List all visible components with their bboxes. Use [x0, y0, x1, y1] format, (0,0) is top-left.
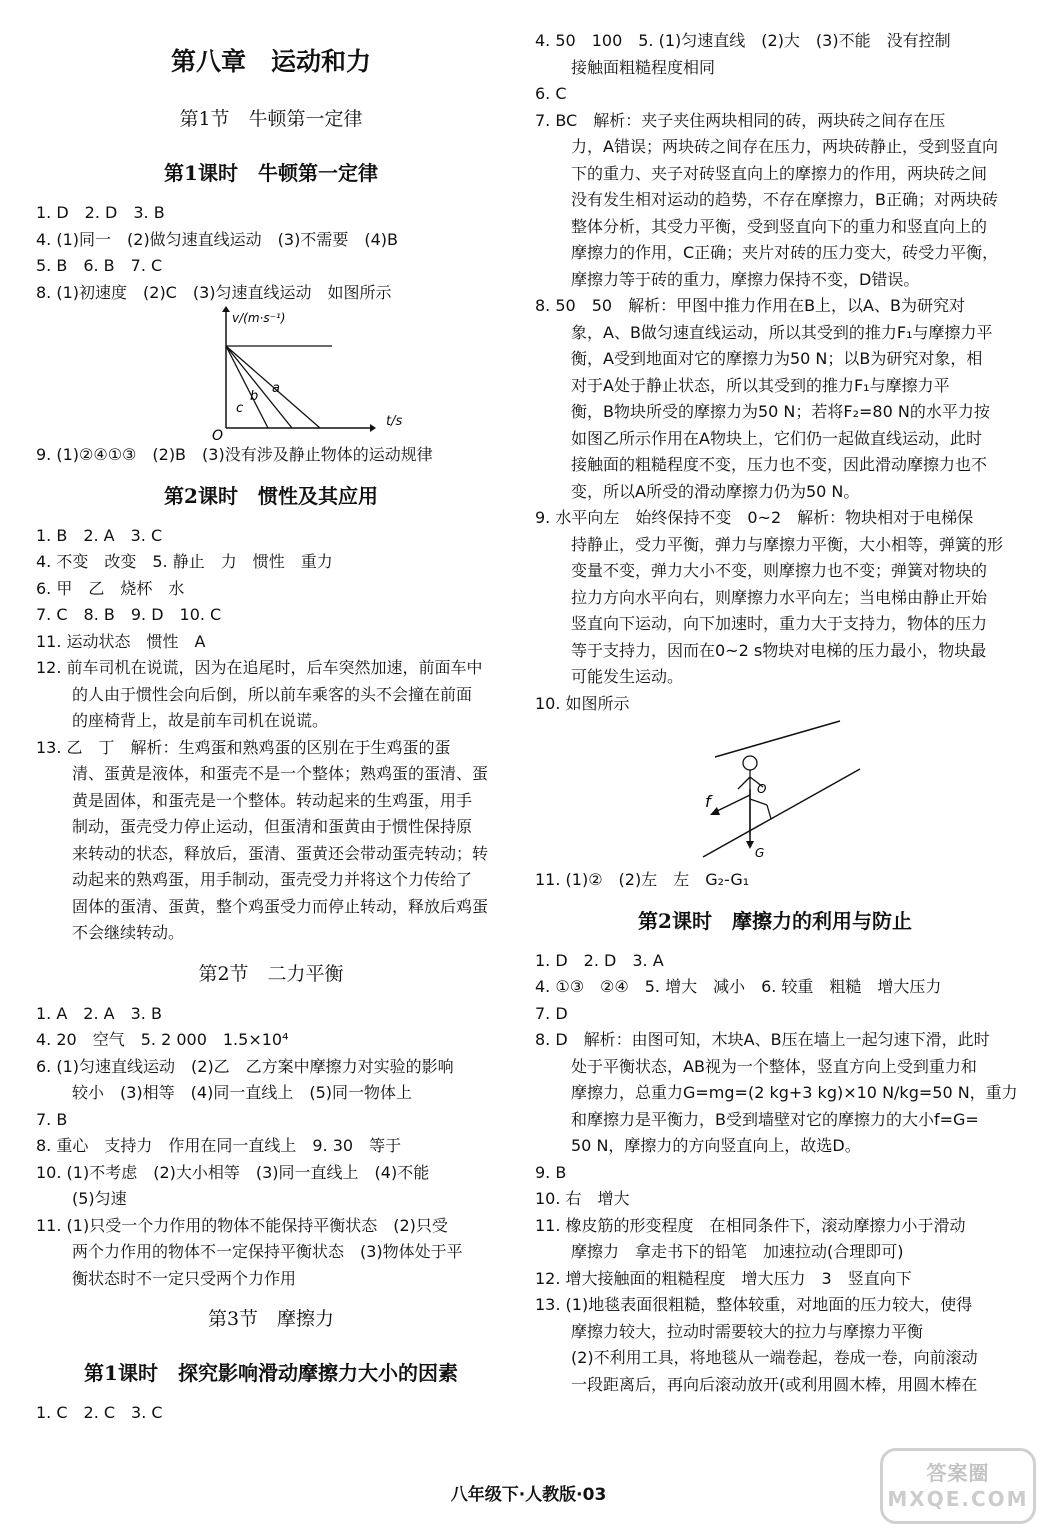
- answer-line: 13. (1)地毯表面很粗糙，整体较重，对地面的压力较大，使得: [535, 1295, 973, 1314]
- answer-line: 一段距离后，再向后滚动放开(或利用圆木棒，用圆木棒在: [571, 1374, 978, 1394]
- answer-line: 对于A处于静止状态，所以其受到的推力F₁与摩擦力平: [571, 375, 950, 395]
- answers-lesson-2: [36, 523, 506, 947]
- answer-line: 来转动的状态，释放后，蛋清、蛋黄还会带动蛋壳转动；转: [72, 843, 489, 863]
- person-leg-r: [750, 799, 767, 805]
- gravity-label: G: [755, 846, 765, 860]
- answer-line: 持静止，受力平衡，弹力与摩擦力平衡，大小相等，弹簧的形: [571, 534, 1004, 554]
- lesson-title-1: 第1课时 牛顿第一定律: [164, 161, 378, 185]
- answer-line: 固体的蛋清、蛋黄，整个鸡蛋受力而停止转动，释放后鸡蛋: [72, 896, 489, 916]
- right-column: [535, 28, 1018, 1398]
- answer-line: 10. 右 增大: [535, 1189, 630, 1208]
- answer-line: 摩擦力 拿走书下的铅笔 加速拉动(合理即可): [571, 1242, 904, 1261]
- watermark-top: 答案圈: [926, 1461, 990, 1485]
- answers-lesson-1-cont: [36, 442, 506, 469]
- answer-line: 如图乙所示作用在A物块上，它们仍一起做直线运动，此时: [571, 428, 982, 448]
- answer-line: 8. D 解析：由图可知，木块A、B压在墙上一起匀速下滑，此时: [535, 1030, 990, 1049]
- answer-line: 动起来的熟鸡蛋，用手制动，蛋壳受力并将这个力传给了: [72, 870, 473, 889]
- origin-label: O: [212, 428, 224, 442]
- answer-line: 10. (1)不考虑 (2)大小相等 (3)同一直线上 (4)不能: [36, 1162, 430, 1182]
- answer-line: (2)不利用工具，将地毯从一端卷起，卷成一卷，向前滚动: [571, 1348, 978, 1367]
- answer-line: 8. (1)初速度 (2)C (3)匀速直线运动 如图所示: [36, 282, 392, 302]
- answer-line: 1. D 2. D 3. A: [535, 950, 664, 970]
- answer-line: 衡状态时不一定只受两个力作用: [72, 1268, 297, 1288]
- x-axis-arrow: [370, 424, 376, 432]
- answer-line: 1. C 2. C 3. C: [36, 1403, 163, 1422]
- lesson-title-4: 第2课时 摩擦力的利用与防止: [638, 908, 912, 933]
- answer-line: 1. B 2. A 3. C: [36, 525, 163, 545]
- answer-line: 4. (1)同一 (2)做匀速直线运动 (3)不需要 (4)B: [36, 229, 398, 249]
- center-label: O: [757, 782, 767, 796]
- answer-line: 13. 乙 丁 解析：生鸡蛋和熟鸡蛋的区别在于生鸡蛋的蛋: [36, 737, 451, 757]
- answer-line: 11. (1)只受一个力作用的物体不能保持平衡状态 (2)只受: [36, 1215, 448, 1235]
- answer-line: 两个力作用的物体不一定保持平衡状态 (3)物体处于平: [72, 1242, 463, 1261]
- answer-line: 不会继续转动。: [72, 923, 185, 942]
- left-column: [36, 28, 506, 1427]
- watermark-bottom: MXQE.COM: [887, 1487, 1029, 1511]
- answer-line: 8. 50 50 解析：甲图中推力作用在B上，以A、B为研究对: [535, 296, 965, 315]
- answer-line: 摩擦力较大，拉动时需要较大的拉力与摩擦力平衡: [571, 1321, 924, 1341]
- answer-line: 制动，蛋壳受力停止运动，但蛋清和蛋黄由于惯性保持原: [72, 817, 473, 836]
- answer-line: 下的重力、夹子对砖竖直向上的摩擦力的作用，两块砖之间: [571, 163, 988, 183]
- answer-line: 6. (1)匀速直线运动 (2)乙 乙方案中摩擦力对实验的影响: [36, 1056, 454, 1076]
- answer-line: 1. D 2. D 3. B: [36, 203, 165, 222]
- answer-line: 6. 甲 乙 烧杯 水: [36, 578, 185, 598]
- answer-line: 的人由于惯性会向后倒，所以前车乘客的头不会撞在前面: [72, 684, 473, 704]
- answer-line: 4. 50 100 5. (1)匀速直线 (2)大 (3)不能 没有控制: [535, 31, 951, 50]
- answer-line: 1. A 2. A 3. B: [36, 1003, 162, 1023]
- answer-line: 11. 运动状态 惯性 A: [36, 631, 206, 651]
- section-title-1: 第1节 牛顿第一定律: [179, 108, 363, 130]
- answer-line: 7. C 8. B 9. D 10. C: [36, 605, 222, 624]
- y-axis-arrow: [222, 306, 230, 312]
- answers-right-part-1: [535, 28, 1015, 717]
- answer-line: 接触面的粗糙程度不变，压力也不变，因此滑动摩擦力也不: [571, 455, 988, 474]
- answers-section-2: [36, 1001, 506, 1293]
- vt-graph-svg: [36, 306, 336, 442]
- answer-line: 清、蛋黄是液体，和蛋壳不是一个整体；熟鸡蛋的蛋清、蛋: [72, 764, 489, 783]
- answer-line: 和摩擦力是平衡力，B受到墙壁对它的摩擦力的大小f=G=: [571, 1109, 979, 1129]
- answer-line: 整体分析，其受力平衡，受到竖直向下的重力和竖直向上的: [571, 216, 988, 236]
- chapter-title: 第八章 运动和力: [170, 47, 371, 76]
- answer-line: 4. 20 空气 5. 2 000 1.5×10⁴: [36, 1030, 289, 1049]
- friction-arrow: [713, 795, 750, 813]
- x-axis-label: t/s: [386, 414, 403, 429]
- answer-line: 变量不变，弹力大小不变，则摩擦力也不变；弹簧对物块的: [571, 561, 988, 580]
- gravity-arrowhead: [746, 841, 754, 849]
- answers-lesson-4: [535, 948, 1018, 1399]
- answer-line: 竖直向下运动，向下加速时，重力大于支持力，物体的压力: [571, 614, 988, 633]
- answer-line: 10. 如图所示: [535, 693, 630, 713]
- person-shin-r: [767, 805, 771, 819]
- line-c: [226, 346, 268, 428]
- incline-upper: [715, 721, 840, 757]
- answer-line: 处于平衡状态，AB视为一个整体，竖直方向上受到重力和: [571, 1056, 977, 1076]
- watermark-logo: [880, 1448, 1036, 1524]
- answer-line: 7. BC 解析：夹子夹住两块相同的砖，两块砖之间存在压: [535, 110, 946, 130]
- answer-line: 4. ①③ ②④ 5. 增大 减小 6. 较重 粗糙 增大压力: [535, 977, 942, 996]
- answer-line: 衡，B物块所受的摩擦力为50 N；若将F₂=80 N的水平力按: [571, 402, 990, 421]
- answer-line: 摩擦力的作用，C正确；夹片对砖的压力变大，砖受力平衡，: [571, 243, 999, 262]
- answer-line: 较小 (3)相等 (4)同一直线上 (5)同一物体上: [72, 1083, 412, 1102]
- answer-line: 12. 前车司机在说谎，因为在追尾时，后车突然加速，前面车中: [36, 658, 483, 677]
- answer-line: 摩擦力，总重力G=mg=(2 kg+3 kg)×10 N/kg=50 N，重力: [571, 1083, 1018, 1102]
- answers-lesson-3: [36, 1400, 506, 1427]
- answer-line: 变，所以A所受的滑动摩擦力仍为50 N。: [571, 481, 860, 501]
- person-head: [743, 756, 757, 770]
- friction-arrowhead: [710, 807, 720, 815]
- answer-line: 拉力方向水平向右，则摩擦力水平向左；当电梯由静止开始: [571, 587, 988, 607]
- x-axis-extension: [336, 420, 376, 440]
- answer-line: 11. (1)② (2)左 左 G₂-G₁: [535, 870, 750, 889]
- answer-line: 50 N，摩擦力的方向竖直向上，故选D。: [571, 1136, 861, 1155]
- answer-line: 9. 水平向左 始终保持不变 0~2 解析：物块相对于电梯保: [535, 508, 974, 527]
- answer-line: 9. (1)②④①③ (2)B (3)没有涉及静止物体的运动规律: [36, 445, 433, 464]
- lesson-title-3: 第1课时 探究影响滑动摩擦力大小的因素: [84, 1361, 458, 1385]
- answer-line: 8. 重心 支持力 作用在同一直线上 9. 30 等于: [36, 1136, 402, 1155]
- page-footer: 八年级下·人教版·03: [450, 1485, 607, 1505]
- answer-line: 的座椅背上，故是前车司机在说谎。: [72, 711, 329, 730]
- answer-line: 5. B 6. B 7. C: [36, 256, 163, 275]
- answer-line: 没有发生相对运动的趋势，不存在摩擦力，B正确；对两块砖: [571, 190, 998, 209]
- velocity-time-graph: [36, 306, 506, 442]
- answer-line: 象，A、B做匀速直线运动，所以其受到的推力F₁与摩擦力平: [571, 322, 993, 342]
- friction-label: f: [705, 792, 711, 811]
- incline-force-diagram: [535, 717, 1015, 867]
- incline-lower: [703, 769, 860, 857]
- answer-line: 6. C: [535, 84, 567, 103]
- answer-line: 9. B: [535, 1162, 567, 1182]
- answer-line: 7. B: [36, 1109, 68, 1129]
- answers-lesson-1: [36, 200, 506, 306]
- answer-line: 11. 橡皮筋的形变程度 在相同条件下，滚动摩擦力小于滑动: [535, 1215, 966, 1235]
- answer-line: 7. D: [535, 1003, 568, 1023]
- answers-right-part-2: [535, 867, 1015, 894]
- answer-line: 黄是固体，和蛋壳是一个整体。转动起来的生鸡蛋，用手: [72, 790, 473, 810]
- section-title-3: 第3节 摩擦力: [207, 1308, 335, 1330]
- label-b: b: [250, 389, 259, 404]
- lesson-title-2: 第2课时 惯性及其应用: [164, 483, 378, 508]
- answer-line: 力，A错误；两块砖之间存在压力，两块砖静止，受到竖直向: [571, 137, 998, 156]
- answer-line: 12. 增大接触面的粗糙程度 增大压力 3 竖直向下: [535, 1268, 912, 1288]
- answer-line: 等于支持力，因而在0~2 s物块对电梯的压力最小，物块最: [571, 640, 987, 660]
- label-c: c: [236, 401, 244, 416]
- incline-svg: [535, 717, 1015, 867]
- answer-line: 可能发生运动。: [571, 667, 684, 686]
- answer-line: 摩擦力等于砖的重力，摩擦力保持不变，D错误。: [571, 269, 920, 289]
- answer-line: 接触面粗糙程度相同: [571, 57, 716, 77]
- label-a: a: [272, 381, 280, 396]
- y-axis-label: v/(m·s⁻¹): [232, 311, 286, 325]
- answer-line: 衡，A受到地面对它的摩擦力为50 N；以B为研究对象，相: [571, 349, 983, 368]
- person-arm-l: [738, 777, 750, 789]
- answer-line: 4. 不变 改变 5. 静止 力 惯性 重力: [36, 552, 333, 571]
- section-title-2: 第2节 二力平衡: [198, 962, 344, 985]
- answer-line: (5)匀速: [72, 1189, 127, 1208]
